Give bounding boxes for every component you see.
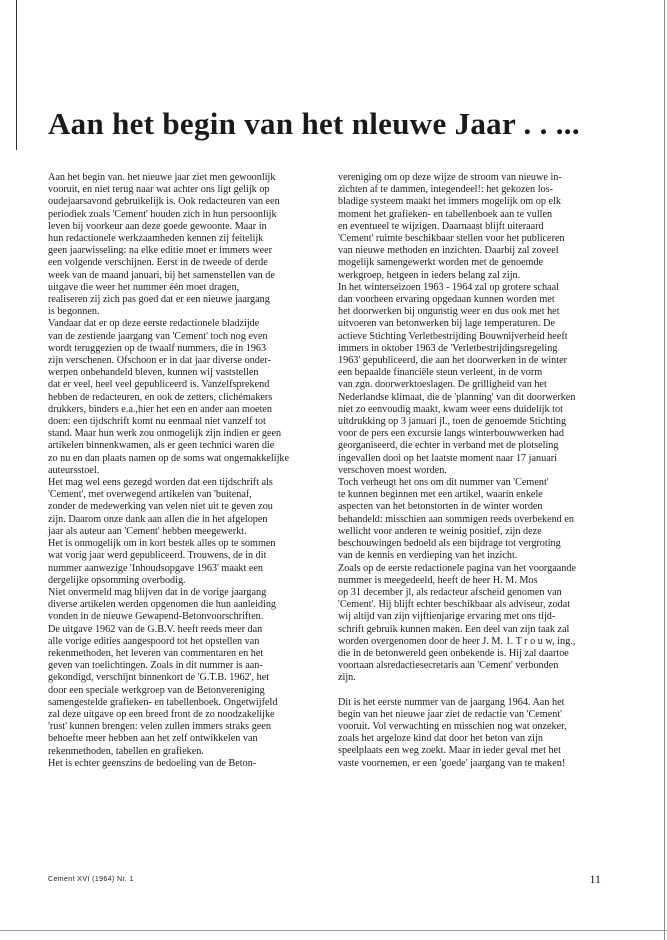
text-line: nummer aanwezige 'Inhoudsopgave 1963' maakt een: [48, 562, 263, 574]
right-column-closing: [338, 697, 602, 770]
text-line: nummer is meegedeeld, heeft de heer H. M. Mos: [338, 574, 538, 586]
text-line: Toch verheugt het ons om dit nummer van 'Cement': [338, 477, 549, 489]
text-line: werkgroep, hetgeen in ieders belang zal zijn.: [338, 269, 521, 281]
text-line: gekondigd, verschijnt binnenkort de 'G.T.B. 1962', het: [48, 672, 270, 684]
text-line: zo nu en dan plaats namen op de soms wat ongemakkelijke: [48, 452, 290, 464]
text-line: vaste voornemen, er een 'goede' jaargang van te maken!: [338, 757, 566, 769]
text-line: 'Cement' ruimte beschikbaar stellen voor het publiceren: [338, 233, 565, 245]
text-line: In het winterseizoen 1963 - 1964 zal op grotere schaal: [338, 281, 559, 293]
text-line: te kunnen beginnen met een artikel, waarin enkele: [338, 489, 543, 501]
text-line: verschoven moest worden.: [338, 464, 447, 476]
text-line: en eventueel te wijzigen. Daarnaast blijft uiteraard: [338, 220, 544, 232]
text-line: wellicht voor anderen te weinig positief, zijn deze: [338, 525, 542, 537]
text-line: stand. Maar hun werk zou onmogelijk zijn indien er geen: [48, 428, 282, 440]
text-line: diverse artikelen werden opgenomen die hun aanleiding: [48, 599, 277, 611]
text-line: rekenmethoden, tabellen en grafieken.: [48, 745, 204, 757]
text-line: Het is echter geenszins de bedoeling van de Beton-: [48, 757, 257, 769]
text-line: vooruit, en niet terug naar wat achter ons ligt gelijk op: [48, 184, 270, 196]
text-line: van de kennis en verdieping van het inzicht.: [338, 550, 518, 562]
text-line: vonden in de nieuwe Gewapend-Betonvoorschriften.: [48, 611, 264, 623]
margin-rule-left: [16, 0, 17, 150]
text-line: uitvoeren van betonwerken bij lage temperaturen. De: [338, 318, 555, 330]
text-line: Vandaar dat er op deze eerste redactionele bladzijde: [48, 318, 260, 330]
text-line: 'Cement'. Hij blijft echter beschikbaar als adviseur, zodat: [338, 599, 571, 611]
text-line: Aan het begin van. het nieuwe jaar ziet men gewoonlijk: [48, 172, 276, 183]
text-line: het doorwerken bij ongunstig weer en dus ook met het: [338, 306, 560, 318]
text-line: hun redactionele werkzaamheden kennen zij feitelijk: [48, 233, 264, 245]
text-line: zijn.: [338, 672, 356, 684]
text-line: van nieuwe methoden en inzichten. Daarbij zal zoveel: [338, 245, 559, 257]
text-line: leven bij voorkeur aan deze goede gewoonte. Maar in: [48, 220, 267, 232]
text-line: actieve Stichting Verletbestrijding Bouwnijverheid heeft: [338, 330, 568, 342]
text-line: drukkers, binders e.a.,hier het een en ander aan moeten: [48, 403, 273, 415]
text-line: 'rust' kunnen brengen: velen zullen immers straks geen: [48, 721, 271, 733]
text-line: begin van het nieuwe jaar ziet de redactie van 'Cement': [338, 708, 563, 720]
text-line: een volgende verschijnen. Eerst in de tweede of derde: [48, 257, 268, 269]
text-line: dan voorheen ervaring opgedaan kunnen worden met: [338, 294, 555, 306]
text-line: zoals het argeloze kind dat door het beton van zijn: [338, 733, 543, 745]
text-line: mogelijk samengewerkt worden met de genoemde: [338, 257, 544, 269]
text-line: periodiek zoals 'Cement' houden zich in hun persoonlijk: [48, 208, 277, 220]
text-line: is begonnen.: [48, 306, 100, 318]
text-line: 'Cement', met overwegend artikelen van 'buitenaf,: [48, 489, 252, 501]
page-number: 11: [589, 872, 601, 886]
text-line: werpen onbehandeld bleven, kunnen wij vaststellen: [48, 367, 259, 379]
right-column: [338, 172, 602, 770]
text-line: Nederlandse klimaat, die de 'planning' van dit doorwerken: [338, 391, 576, 403]
text-line: van zgn. doorwerktoeslagen. De grilligheid van het: [338, 379, 547, 391]
text-line: vereniging om op deze wijze de stroom van nieuwe in-: [338, 172, 562, 183]
text-line: 1963' gepubliceerd, die aan het doorwerken in de winter: [338, 355, 567, 367]
text-line: geven van toelichtingen. Zoals in dit nummer is aan-: [48, 660, 263, 672]
text-line: auteursstoel.: [48, 464, 100, 476]
left-column: [48, 172, 310, 770]
text-line: Dit is het eerste nummer van de jaargang 1964. Aan het: [338, 696, 565, 708]
text-line: artikelen binnenkwamen, als er geen technici waren die: [48, 440, 275, 452]
text-line: zijn. Daarom onze dank aan allen die in het afgelopen: [48, 513, 268, 525]
text-line: op 31 december jl, als redacteur afscheid genomen van: [338, 586, 562, 598]
text-line: behandeld: misschien aan sommigen reeds overbekend en: [338, 513, 574, 525]
text-line: zonder de medewerking van velen niet uit te geven zou: [48, 501, 273, 513]
text-line: dergelijke opsomming overbodig.: [48, 574, 186, 586]
text-line: wat vorig jaar werd gepubliceerd. Trouwens, de in dit: [48, 550, 267, 562]
text-line: niet zo eenvoudig maakt, kwam weer eens duidelijk tot: [338, 403, 563, 415]
text-line: vooruit. Vol verwachting en misschien nog wat onzeker,: [338, 720, 567, 732]
text-line: schrift gebruik kunnen maken. Een deel van zijn taak zal: [338, 623, 570, 635]
text-line: uitdrukking op 3 januari jl., toen de genoemde Stichting: [338, 416, 567, 428]
text-line: uitgave die weer het nummer één moet dragen,: [48, 281, 240, 293]
text-line: Zoals op de eerste redactionele pagina van het voorgaande: [338, 562, 576, 574]
text-line: zichten af te dammen, integendeel!: het gekozen los-: [338, 184, 553, 196]
text-line: aspecten van het betonstorten in de winter worden: [338, 501, 543, 513]
text-line: een bepaalde financiële steun verleent, in de vorm: [338, 367, 543, 379]
text-line: worden overgenomen door de heer J. M. 1. T r o u w, ing.,: [338, 635, 576, 647]
text-line: georganiseerd, die echter in verband met de plotseling: [338, 440, 559, 452]
text-line: bladige systeem maakt het immers mogelijk om op elk: [338, 196, 561, 208]
journal-footer: Cement XVI (1964) Nr. 1: [48, 876, 134, 883]
text-line: voortaan alsredactiesecretaris aan 'Cement' verbonden: [338, 660, 559, 672]
text-line: De uitgave 1962 van de G.B.V. heeft reeds meer dan: [48, 623, 263, 635]
text-line: beschouwingen bedoeld als een bijdrage tot vergroting: [338, 538, 561, 550]
text-line: Niet onvermeld mag blijven dat in de vorige jaargang: [48, 586, 267, 598]
paragraph-gap: [338, 685, 602, 697]
text-line: wordt teruggezien op de twaalf nummers, die in 1963: [48, 342, 267, 354]
text-line: voor de pers een excursie langs winterbouwwerken had: [338, 428, 565, 440]
text-line: wij altijd van zijn vijftienjarige ervaring met ons tijd-: [338, 611, 556, 623]
margin-rule-right: [664, 0, 665, 940]
text-line: samengestelde grafieken- en tabellenboek. Ongetwijfeld: [48, 696, 278, 708]
text-line: ingevallen dooi op het laatste moment naar 17 januari: [338, 452, 557, 464]
text-line: Het mag wel eens gezegd worden dat een tijdschrift als: [48, 477, 273, 489]
text-line: doen: een tijdschrift komt nu eenmaal niet vanzelf tot: [48, 416, 266, 428]
text-line: dat er veel, heel veel gepubliceerd is. Vanzelfsprekend: [48, 379, 270, 391]
text-line: hebben de redacteuren, en ook de zetters, clichémakers: [48, 391, 273, 403]
text-line: alle vorige edities aangespoord tot het opstellen van: [48, 635, 260, 647]
bottom-rule: [0, 930, 667, 931]
text-line: week van de maand januari, bij het samenstellen van de: [48, 269, 275, 281]
text-line: zal deze uitgave op een breed front de zo noodzakelijke: [48, 708, 275, 720]
text-line: speelplaats een weg zoekt. Maar in ieder geval met het: [338, 745, 561, 757]
text-line: oudejaarsavond gebruikelijk is. Ook redacteuren van een: [48, 196, 280, 208]
text-line: jaar als auteur aan 'Cement' hebben meegewerkt.: [48, 525, 247, 537]
text-line: realiseren zij zich pas goed dat er een nieuwe jaargang: [48, 294, 270, 306]
text-line: geen jaarwisseling: na elke editie moet er immers weer: [48, 245, 273, 257]
text-line: moment het grafieken- en tabellenboek aan te vullen: [338, 208, 553, 220]
text-line: die in de betonwereld geen onbekende is. Hij zal daartoe: [338, 647, 569, 659]
text-line: van de zestiende jaargang van 'Cement' toch nog even: [48, 330, 268, 342]
right-column-body: [338, 172, 602, 685]
article-title: Aan het begin van het nleuwe Jaar . . ...: [48, 106, 580, 141]
text-line: zijn verschenen. Ofschoon er in dat jaar diverse onder-: [48, 355, 271, 367]
text-line: behoefte meer hebben aan het zelf ontwikkelen van: [48, 733, 258, 745]
text-line: immers in oktober 1963 de 'Verletbestrijdingsregeling: [338, 342, 558, 354]
text-line: Het is onmogelijk om in kort bestek alles op te sommen: [48, 538, 276, 550]
text-line: door een speciale werkgroep van de Betonvereniging: [48, 684, 265, 696]
text-line: rekenmethoden, het leveren van commentaren en het: [48, 647, 264, 659]
